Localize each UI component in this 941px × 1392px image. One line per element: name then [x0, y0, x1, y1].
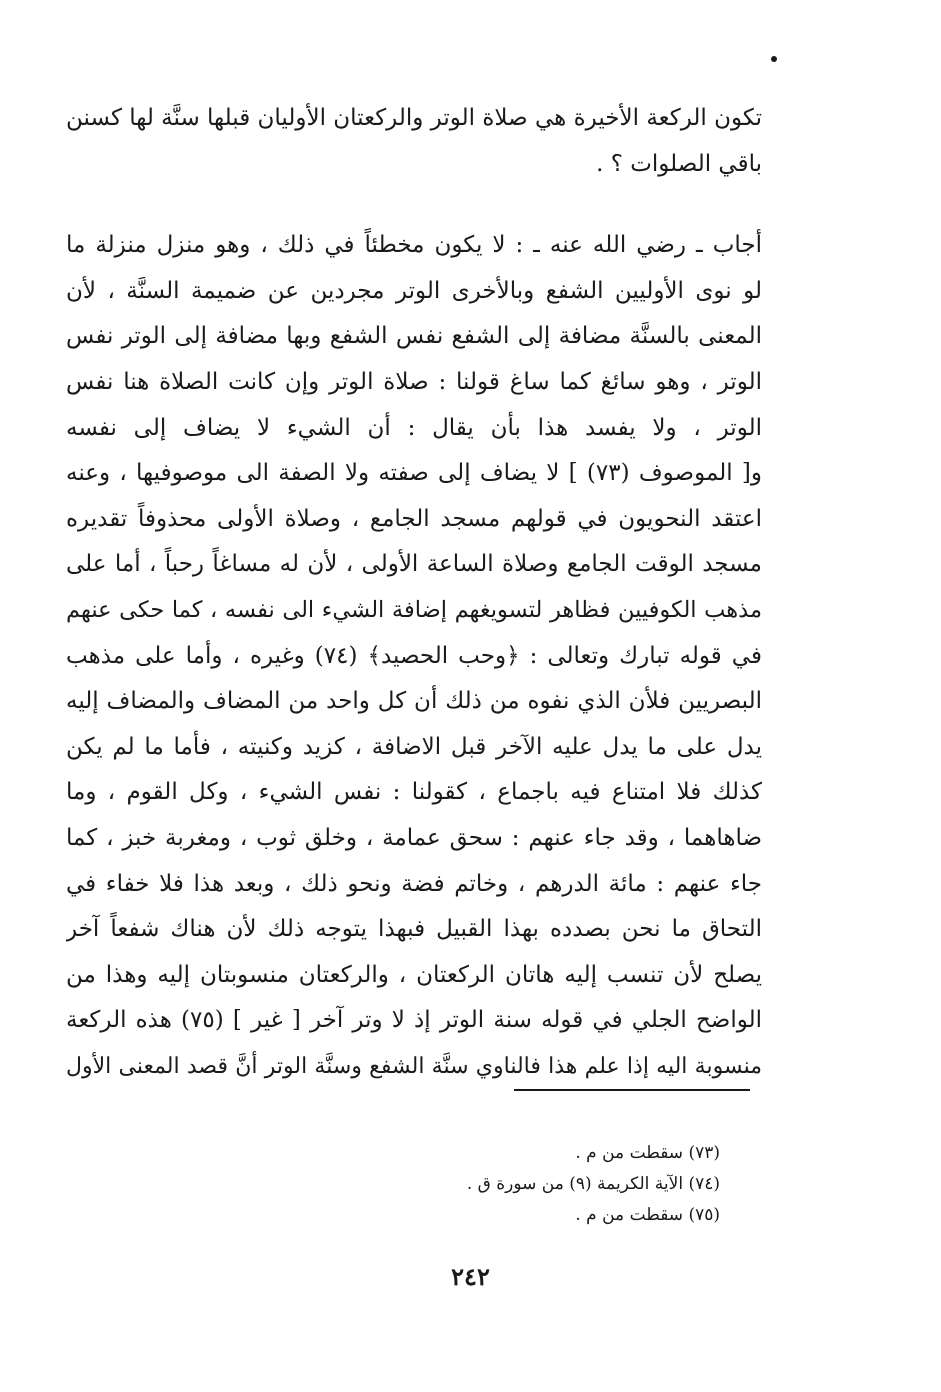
main-text [66, 96, 762, 1089]
text-line: يصلح لأن تنسب إليه هاتان الركعتان ، والركعتان منسوبتان إليه وهذا من [66, 961, 762, 988]
text-line: المعنى بالسنَّة مضافة إلى الشفع نفس الشفع وبها مضافة إلى الوتر نفس [66, 323, 762, 350]
text-line: منسوبة اليه إذا علم هذا فالناوي سنَّة الشفع وسنَّة الوتر أنَّ قصد المعنى الأول [66, 1053, 762, 1079]
footnotes [300, 1138, 720, 1231]
text-line: جاء عنهم : مائة الدرهم ، وخاتم فضة ونحو ذلك ، وبعد هذا فلا خفاء في [66, 870, 762, 897]
text-line: كذلك فلا امتناع فيه باجماع ، كقولنا : نفس الشيء ، وكل القوم ، وما [66, 779, 762, 806]
text-line: مذهب الكوفيين فظاهر لتسويغهم إضافة الشيء الى نفسه ، كما حكى عنهم [66, 596, 762, 623]
footnote-item: (٧٣) سقطت من م . [575, 1143, 720, 1163]
text-line: تكون الركعة الأخيرة هي صلاة الوتر والركعتان الأوليان قبلها سنَّة لها كسنن [66, 105, 762, 131]
text-line: و[ الموصوف (٧٣) ] لا يضاف إلى صفته ولا الصفة الى موصوفيها ، وعنه [66, 460, 762, 487]
paragraph-gap [66, 187, 762, 223]
paragraph-question [66, 96, 762, 187]
footnote-item: (٧٤) الآية الكريمة (٩) من سورة ق . [466, 1174, 720, 1194]
text-line: يدل على ما يدل عليه الآخر قبل الاضافة ، كزيد وكنيته ، فأما ما لم يكن [66, 733, 762, 760]
text-line: البصريين فلأن الذي نفوه من ذلك أن كل واحد من المضاف والمضاف إليه [66, 688, 762, 715]
footnote-separator [514, 1089, 750, 1091]
text-line: لو نوى الأوليين الشفع وبالأخرى الوتر مجردين عن ضميمة السنَّة ، لأن [66, 277, 762, 304]
text-line: باقي الصلوات ؟ . [596, 150, 762, 177]
footnote-item: (٧٥) سقطت من م . [575, 1205, 720, 1225]
text-line: اعتقد النحويون في قولهم مسجد الجامع ، وصلاة الأولى محذوفاً تقديره [66, 505, 762, 532]
paragraph-answer [66, 223, 762, 1089]
corner-mark [771, 56, 777, 62]
text-line: التحاق ما نحن بصدده بهذا القبيل فبهذا يتوجه ذلك لأن هناك شفعاً آخر [66, 916, 762, 943]
text-line: أجاب ـ رضي الله عنه ـ : لا يكون مخطئاً في ذلك ، وهو منزل منزلة ما [66, 232, 762, 259]
text-line: الوتر ، وهو سائغ كما ساغ قولنا : صلاة الوتر وإن كانت الصلاة هنا نفس [66, 368, 762, 395]
text-line: ضاهاهما ، وقد جاء عنهم : سحق عمامة ، وخلق ثوب ، ومغربة خبز ، كما [66, 824, 762, 851]
page-number: ٢٤٢ [451, 1262, 490, 1291]
text-line: الوتر ، ولا يفسد هذا بأن يقال : أن الشيء لا يضاف إلى نفسه [66, 414, 762, 441]
text-line: مسجد الوقت الجامع وصلاة الساعة الأولى ، لأن له مساغاً رحباً ، أما على [66, 551, 762, 578]
text-line: في قوله تبارك وتعالى : ﴿وحب الحصيد﴾ (٧٤) وغيره ، وأما على مذهب [66, 642, 762, 669]
text-line: الواضح الجلي في قوله سنة الوتر إذ لا وتر آخر [ غير ] (٧٥) هذه الركعة [66, 1007, 762, 1034]
